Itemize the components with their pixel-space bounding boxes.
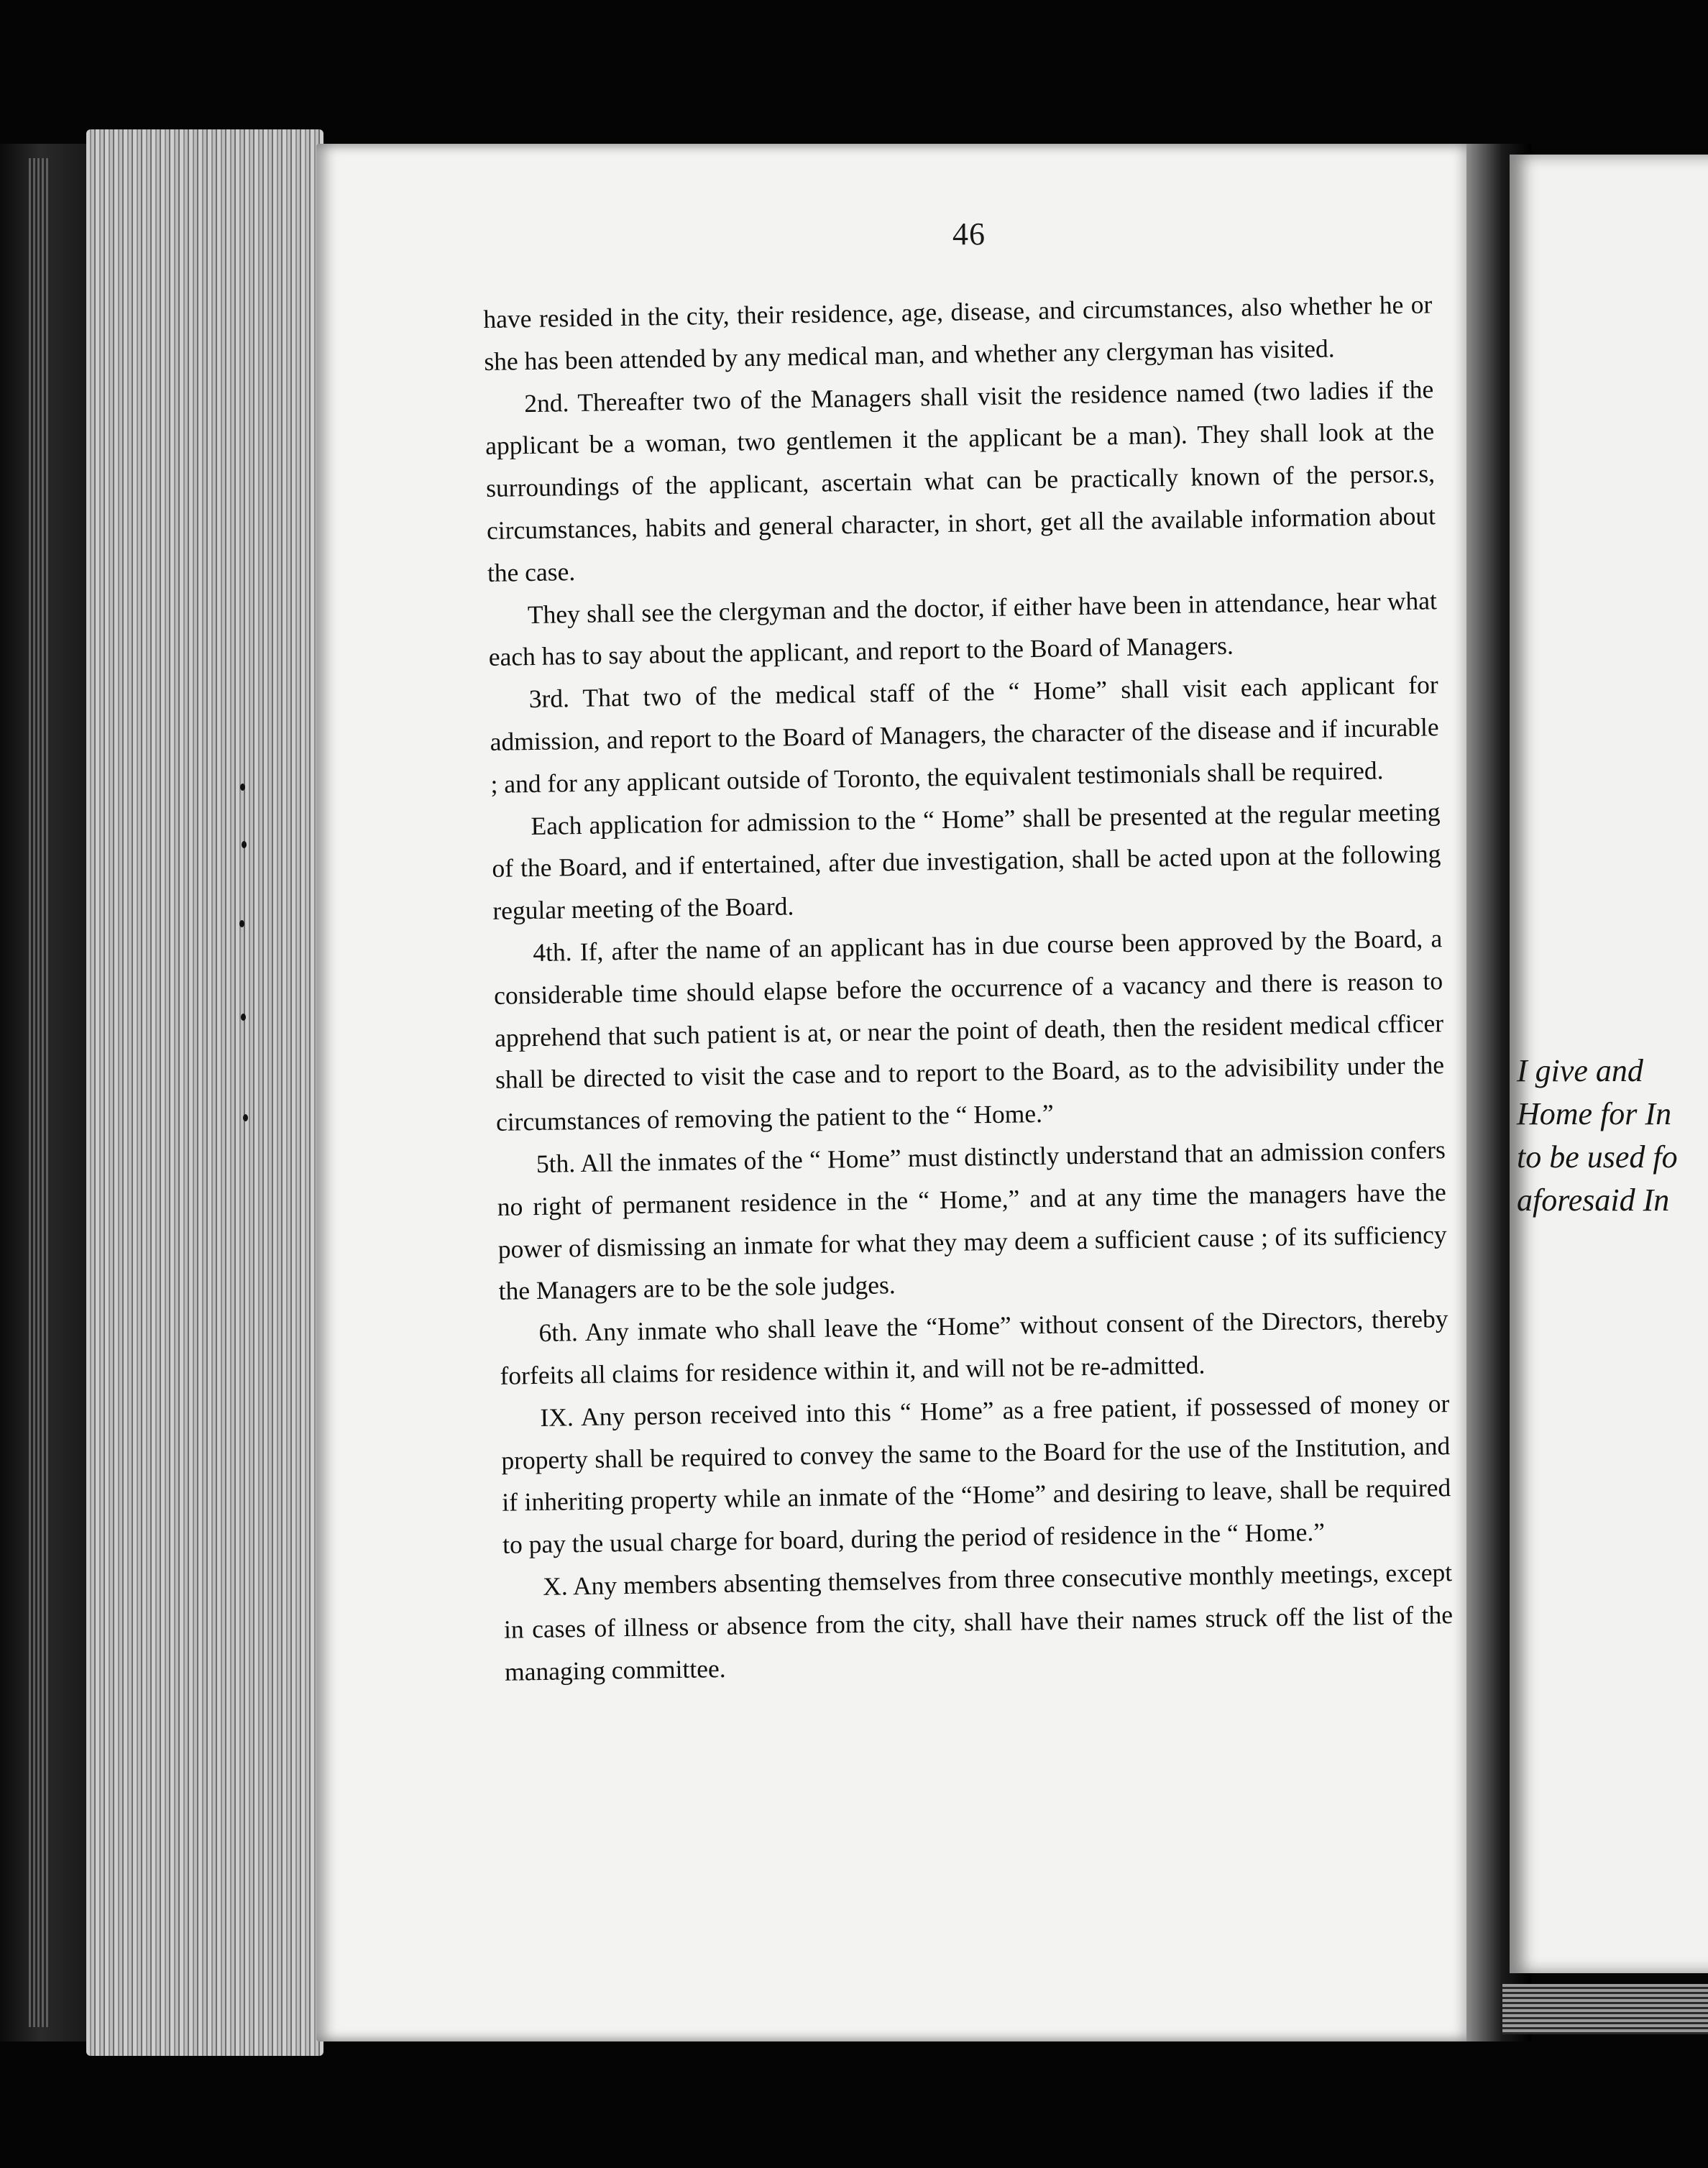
speck bbox=[239, 920, 244, 927]
facing-line-4: aforesaid In bbox=[1517, 1182, 1670, 1218]
paragraph-8: 6th. Any inmate who shall leave the “Home” without consent of the Directors, thereby forfeits all claims for residence within it, and will not be re-admitted. bbox=[500, 1304, 1448, 1390]
speck bbox=[240, 784, 245, 791]
book-cover-edge bbox=[0, 144, 101, 2041]
paragraph-4: 3rd. That two of the medical staff of the “ Home” shall visit each applicant for admission, and report to the Board of Managers, the character of the disease and if incurable ; and for any applicant outside of Toronto, the equivalent testimonials shall be required. bbox=[490, 670, 1439, 799]
speck bbox=[242, 841, 247, 848]
facing-page-text bbox=[1517, 1049, 1708, 1222]
facing-page-edges bbox=[1502, 1984, 1708, 2034]
speck bbox=[243, 1114, 248, 1121]
speck bbox=[241, 1014, 246, 1021]
paragraph-3: They shall see the clergyman and the doctor, if either have been in attendance, hear what each has to say about the applicant, and report to the Board of Managers. bbox=[488, 585, 1438, 672]
facing-line-1: I give and bbox=[1517, 1053, 1643, 1088]
paragraph-5: Each application for admission to the “ Home” shall be presented at the regular meeting of the Board, and if entertained, after due investigation, shall be acted upon at the following regular meeting of the Board. bbox=[492, 796, 1441, 926]
paragraph-2: 2nd. Thereafter two of the Managers shall visit the residence named (two ladies if the applicant be a woman, two gentlemen it the applicant be a man). They shall look at the surroundings of the applicant, ascertain what can be practically known of the persor.s, circumstances, habits and general character, in short, get all the available information about the case. bbox=[485, 374, 1436, 587]
paragraph-7: 5th. All the inmates of the “ Home” must distinctly understand that an admission confers no right of permanent residence in the “ Home,” and at any time the managers have the power of dismissing an inmate for what they may deem a sufficient cause ; of its sufficiency the Managers are to be the sole judges. bbox=[497, 1135, 1447, 1306]
paragraph-6: 4th. If, after the name of an applicant has in due course been approved by the Board, a considerable time should elapse before the occurrence of a vacancy and there is reason to apprehend that such patient is at, or near the point of death, then the resident medical cfficer shall be directed to visit the case and to report to the Board, as to the advisibility under the circumstances of removing the patient to the “ Home.” bbox=[493, 924, 1445, 1136]
facing-line-3: to be used fo bbox=[1517, 1139, 1678, 1175]
margin-specks bbox=[237, 776, 252, 1495]
page-number: 46 bbox=[952, 216, 986, 252]
paragraph-1: have resided in the city, their residence, age, disease, and circumstances, also whether he or she has been attended by any medical man, and whether any clergyman has visited. bbox=[483, 290, 1433, 376]
body-text bbox=[483, 283, 1454, 1693]
back-cover-edge bbox=[29, 158, 50, 2027]
facing-line-2: Home for In bbox=[1517, 1096, 1672, 1131]
paragraph-10: X. Any members absenting themselves from three consecutive monthly meetings, except in cases of illness or absence from the city, shall have their names struck off the list of the managing committee. bbox=[503, 1557, 1454, 1686]
paragraph-9: IX. Any person received into this “ Home” as a free patient, if possessed of money or property shall be required to convey the same to the Board for the use of the Institution, and if inheriting property while an inmate of the “Home” and desiring to leave, shall be required to pay the usual charge for board, during the period of residence in the “ Home.” bbox=[501, 1388, 1451, 1559]
stacked-page-edges bbox=[86, 129, 323, 2056]
